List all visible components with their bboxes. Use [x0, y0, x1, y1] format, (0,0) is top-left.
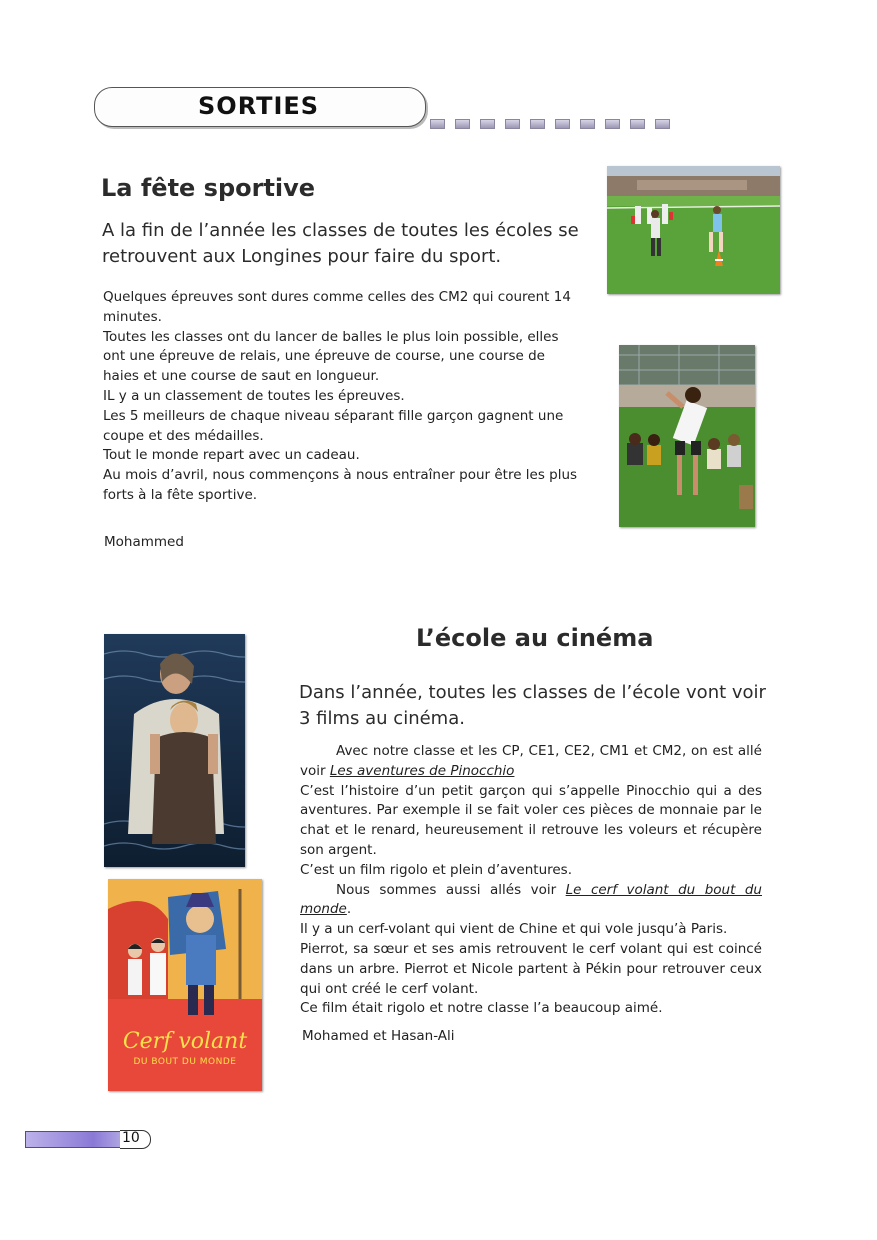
cinema-paragraph — [300, 742, 762, 782]
fete-paragraph: Toutes les classes ont du lancer de balles le plus loin possible, elles ont une épreuve de relais, une épreuve de course, une course de haies et une course de saut en longueur. — [103, 328, 559, 385]
cinema-article — [300, 742, 762, 1019]
banner-decoration — [430, 119, 670, 129]
fete-author: Mohammed — [104, 534, 184, 550]
fete-article — [103, 288, 581, 506]
fete-paragraph: Quelques épreuves sont dures comme celles des CM2 qui courent 14 minutes. — [103, 289, 571, 325]
cerf-volant-poster — [108, 879, 262, 1091]
cinema-paragraph: Ce film était rigolo et notre classe l’a beaucoup aimé. — [300, 1000, 663, 1017]
page-number: 10 — [122, 1130, 140, 1146]
poster-subtitle: DU BOUT DU MONDE — [133, 1057, 237, 1067]
cinema-text: Avec notre classe et les CP, CE1, CE2, CM1 et CM2, on est allé voir — [300, 743, 762, 779]
cinema-author: Mohamed et Hasan-Ali — [302, 1028, 455, 1044]
cinema-paragraph: Il y a un cerf-volant qui vient de Chine et qui vole jusqu’à Paris. — [300, 921, 728, 938]
cinema-paragraph — [300, 881, 762, 921]
cinema-heading: L’école au cinéma — [416, 624, 654, 652]
pinocchio-poster — [104, 634, 245, 867]
section-title: SORTIES — [198, 92, 320, 120]
cinema-paragraph: C’est l’histoire d’un petit garçon qui s’appelle Pinocchio qui a des aventures. Par exemple il se fait voler ces pièces de monnaie par le chat et le renard, heureusement il retrouve les voleurs et récupère son argent. — [300, 782, 762, 858]
sports-field-photo — [607, 166, 780, 294]
fete-paragraph: IL y a un classement de toutes les épreuves. — [103, 387, 405, 404]
cinema-text: Nous sommes aussi allés voir — [336, 881, 566, 898]
throwing-photo — [619, 345, 755, 527]
fete-heading: La fête sportive — [101, 174, 316, 202]
poster-title: Cerf volant — [122, 1029, 248, 1054]
cinema-paragraph: C’est un film rigolo et plein d’aventures. — [300, 861, 573, 878]
fete-intro: A la fin de l’année les classes de toutes les écoles se retrouvent aux Longines pour faire du sport. — [102, 220, 579, 267]
fete-paragraph: Les 5 meilleurs de chaque niveau séparant fille garçon gagnent une coupe et des médailles. — [103, 407, 564, 444]
cinema-text: . — [346, 901, 352, 918]
fete-paragraph: Tout le monde repart avec un cadeau. — [103, 447, 360, 464]
film-title-pinocchio: Les aventures de Pinocchio — [329, 762, 515, 779]
fete-paragraph: Au mois d’avril, nous commençons à nous entraîner pour être les plus forts à la fête sportive. — [103, 467, 578, 503]
cinema-paragraph: Pierrot, sa sœur et ses amis retrouvent le cerf volant qui est coincé dans un arbre. Pierrot et Nicole partent à Pékin pour retrouver ceux qui ont créé le cerf volant. — [300, 940, 762, 997]
film-title-cerf-volant: Le cerf volant du bout du monde — [300, 881, 762, 918]
cinema-intro: Dans l’année, toutes les classes de l’école vont voir 3 films au cinéma. — [299, 682, 766, 729]
